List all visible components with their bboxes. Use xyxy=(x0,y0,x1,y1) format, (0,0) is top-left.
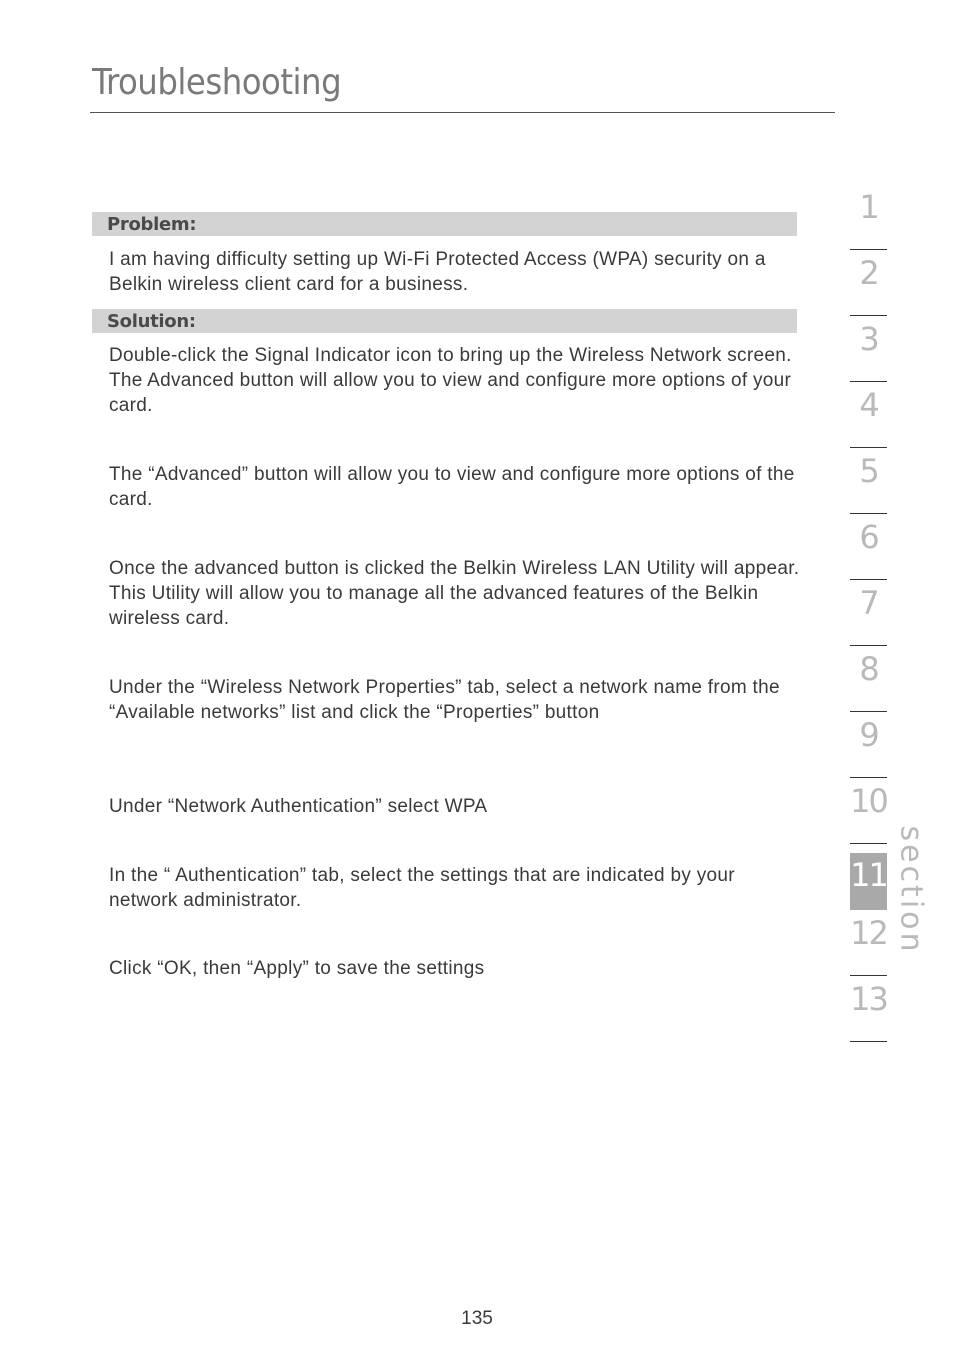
problem-text: I am having difficulty setting up Wi-Fi Protected Access (WPA) security on a Belkin wireless client card for a business. xyxy=(109,249,766,295)
section-nav-item-2[interactable] xyxy=(850,250,887,316)
section-nav xyxy=(850,184,887,1042)
page-number: 135 xyxy=(461,1308,493,1329)
section-number: 13 xyxy=(850,980,887,1018)
section-nav-item-3[interactable] xyxy=(850,316,887,382)
solution-paragraph: Under the “Wireless Network Properties” tab, select a network name from the “Available networks” list and click the “Properties” button xyxy=(109,677,780,723)
section-number: 10 xyxy=(850,782,887,820)
section-number: 1 xyxy=(859,188,878,226)
section-nav-item-10[interactable] xyxy=(850,778,887,844)
solution-paragraph: Click “OK, then “Apply” to save the settings xyxy=(109,958,485,979)
section-label: section xyxy=(893,825,929,955)
section-nav-item-6[interactable] xyxy=(850,514,887,580)
section-number: 11 xyxy=(850,856,887,894)
section-nav-item-1[interactable] xyxy=(850,184,887,250)
solution-paragraph: Under “Network Authentication” select WPA xyxy=(109,796,488,817)
solution-paragraph: In the “ Authentication” tab, select the settings that are indicated by your network administrator. xyxy=(109,865,735,911)
solution-paragraph: Once the advanced button is clicked the Belkin Wireless LAN Utility will appear. This Utility will allow you to manage all the advanced features of the Belkin wireless card. xyxy=(109,558,800,629)
section-nav-item-11-active[interactable] xyxy=(850,844,887,910)
solution-heading-bar xyxy=(92,309,797,333)
solution-paragraph: Double-click the Signal Indicator icon to bring up the Wireless Network screen. The Advanced button will allow you to view and configure more options of your card. xyxy=(109,345,792,416)
section-number: 6 xyxy=(859,518,878,556)
section-number: 3 xyxy=(859,320,878,358)
section-nav-item-5[interactable] xyxy=(850,448,887,514)
section-nav-item-4[interactable] xyxy=(850,382,887,448)
section-nav-item-8[interactable] xyxy=(850,646,887,712)
section-nav-item-7[interactable] xyxy=(850,580,887,646)
section-nav-item-12[interactable] xyxy=(850,910,887,976)
section-number: 7 xyxy=(859,584,878,622)
solution-label: Solution: xyxy=(107,311,196,332)
section-number: 8 xyxy=(859,650,878,688)
problem-label: Problem: xyxy=(107,214,197,235)
section-number: 4 xyxy=(859,386,878,424)
page-title: Troubleshooting xyxy=(92,62,342,103)
section-nav-item-13[interactable] xyxy=(850,976,887,1042)
title-rule xyxy=(90,112,835,113)
problem-heading-bar xyxy=(92,212,797,236)
section-nav-item-9[interactable] xyxy=(850,712,887,778)
solution-paragraph: The “Advanced” button will allow you to view and configure more options of the card. xyxy=(109,464,795,510)
section-number: 9 xyxy=(859,716,878,754)
section-number: 5 xyxy=(859,452,878,490)
section-number: 12 xyxy=(850,914,887,952)
section-number: 2 xyxy=(859,254,878,292)
